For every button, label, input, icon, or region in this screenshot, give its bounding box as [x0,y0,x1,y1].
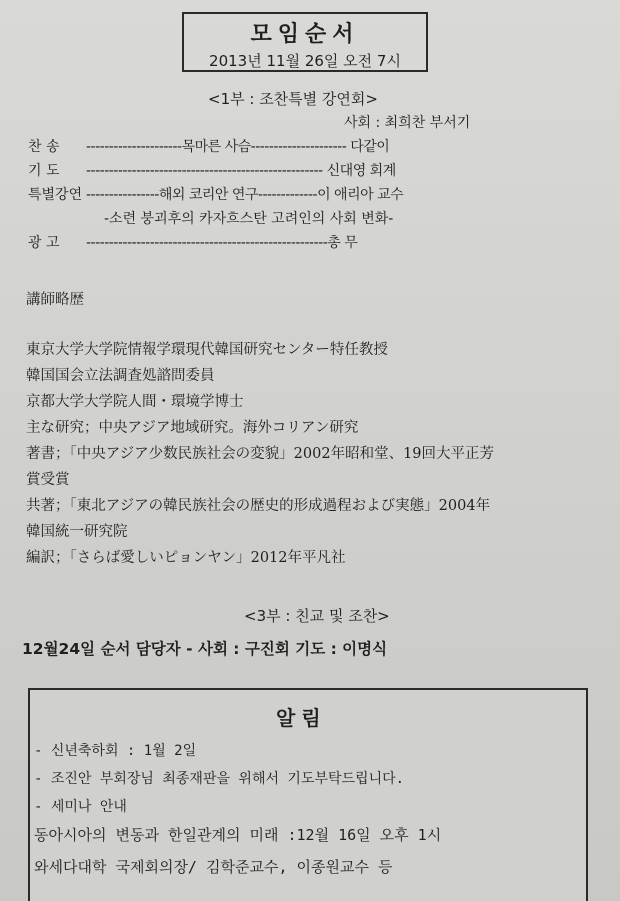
bio-line: 主な研究；中央アジア地域研究。海外コリアン研究 [26,420,359,436]
page-title: 모임순서 [250,21,360,47]
notice-item: - 신년축하회 : 1월 2일 [34,743,197,759]
row-label: 광 고 [28,235,60,251]
event-date: 2013년 11월 26일 오전 7시 [209,52,401,70]
notice-item: - 세미나 안내 [34,799,127,815]
bio-line: 東京大学大学院情報学環現代韓国研究センター特任教授 [26,342,388,358]
part1-mc: 사회 : 최희찬 부서기 [344,115,471,131]
bio-line: 編訳；「さらば愛しいピョンヤン」2012年平凡社 [26,550,346,566]
row-label: 찬 송 [28,139,60,155]
program-row-prayer [28,160,396,180]
program-row-lecture [28,184,403,204]
notice-title: 알림 [276,706,327,730]
part1-heading: <1부 : 조찬특별 강연회> [208,90,378,108]
part3-assignments: 12월24일 순서 담당자 - 사회 : 구진회 기도 : 이명식 [22,640,388,658]
bio-heading: 講師略歴 [26,292,84,308]
notice-item: 동아시아의 변동과 한일관계의 미래 :12월 16일 오후 1시 [34,826,442,844]
row-text: -----------------------------------------------------총 무 [86,235,358,251]
row-text: ----------------해외 코리안 연구-------------이 애리아 교수 [86,187,404,203]
bio-line: 京都大学大学院人間・環境学博士 [26,394,244,410]
row-label: 기 도 [28,163,60,179]
row-text: ---------------------목마른 사슴--------------------- 다같이 [86,139,390,155]
bio-line: 著書；「中央アジア少数民族社会の変貌」2002年昭和堂、19回大平正芳 [26,446,495,462]
part3-heading: <3부 : 친교 및 조찬> [244,607,390,625]
notice-item: - 조진안 부회장님 최종재판을 위해서 기도부탁드립니다. [34,771,405,787]
bio-line: 共著；「東北アジアの韓民族社会の歴史的形成過程および実態」2004年 [26,498,491,514]
notice-item: 와세다대학 국제회의장/ 김학준교수, 이종원교수 등 [34,858,393,876]
row-text: ---------------------------------------------------- 신대영 회계 [86,163,396,179]
row-label: 특별강연 [28,187,83,203]
program-row-hymn [28,136,389,156]
bio-line: 韓国国会立法調査処諮問委員 [26,368,215,384]
lecture-subtitle: -소련 붕괴후의 카자흐스탄 고려인의 사회 변화- [104,211,394,227]
bio-line: 韓国統一研究院 [26,524,128,540]
title-box [182,12,428,72]
notice-box [28,688,588,901]
program-row-announcement [28,232,357,252]
bio-line: 賞受賞 [26,472,70,488]
